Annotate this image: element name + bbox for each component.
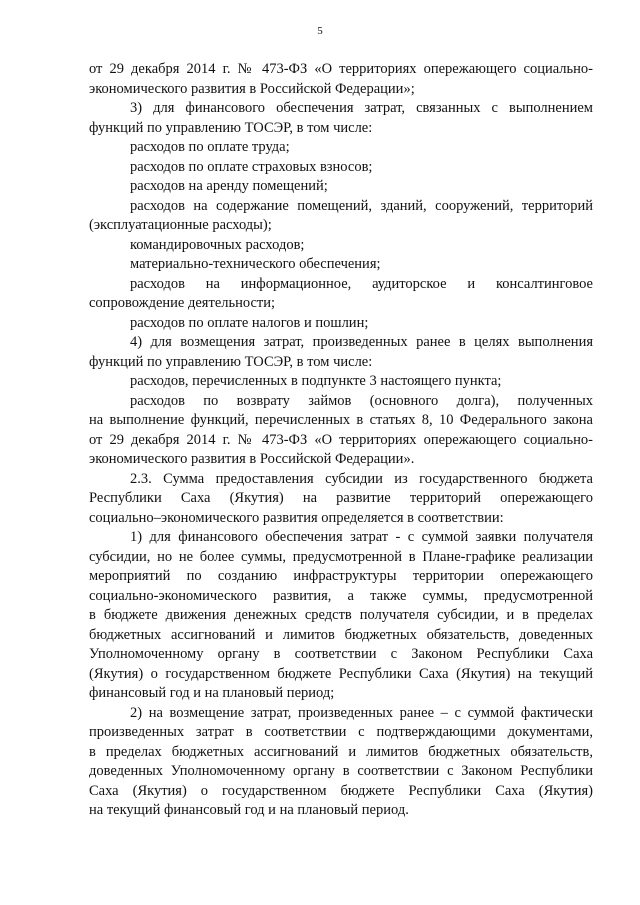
text-line: (Якутия) о государственном бюджете Республики Саха (Якутия) на текущий [89,665,593,682]
text-line: Саха (Якутия) о государственном бюджете Республики Саха (Якутия) [89,782,593,799]
text-line: в пределах бюджетных ассигнований и лимитов бюджетных обязательств, [89,743,593,760]
document-body [89,60,593,821]
text-line: произведенных затрат в соответствии с подтверждающими документами, [89,724,593,740]
page-number: 5 [317,25,323,37]
text-line: материально-технического обеспечения; [130,256,381,272]
text-line: расходов на аренду помещений; [130,178,328,194]
text-line: 2) на возмещение затрат, произведенных ранее – с суммой фактически [130,704,593,721]
text-line: экономического развития в Российской Федерации». [89,451,415,467]
text-line: функций по управлению ТОСЭР, в том числе: [89,119,373,136]
text-line: в бюджете движения денежных средств получателя субсидии, и в пределах [89,607,593,623]
text-line: расходов по оплате налогов и пошлин; [130,314,369,331]
text-line: 1) для финансового обеспечения затрат - с суммой заявки получателя [130,529,593,545]
text-line: Уполномоченному органу в соответствии с Законом Республики Саха [89,646,593,662]
text-line: экономического развития в Российской Федерации»; [89,80,415,97]
text-line: мероприятий по созданию инфраструктуры территории опережающего [89,568,593,584]
text-line: Республики Саха (Якутия) на развитие территорий опережающего [89,490,593,506]
text-line: социально-экономического развития, а также суммы, предусмотренной [89,587,593,604]
text-line: 4) для возмещения затрат, произведенных ранее в целях выполнения [130,334,593,350]
text-line: расходов на содержание помещений, зданий, сооружений, территорий [130,197,593,214]
text-line: расходов на информационное, аудиторское и консалтинговое [130,275,593,292]
text-line: социально–экономического развития определяется в соответствии: [89,509,504,526]
text-line: командировочных расходов; [130,236,305,253]
text-line: бюджетных ассигнований и лимитов бюджетных обязательств, доведенных [89,626,593,643]
text-line: (эксплуатационные расходы); [89,217,272,233]
text-line: 3) для финансового обеспечения затрат, связанных с выполнением [130,100,593,116]
text-line: субсидии, но не более суммы, предусмотренной в Плане-графике реализации [89,548,593,565]
text-line: расходов по оплате труда; [130,139,290,155]
text-line: расходов по возврату займов (основного долга), полученных [130,392,593,409]
text-line: 2.3. Сумма предоставления субсидии из государственного бюджета [130,470,593,487]
text-line: доведенных Уполномоченному органу в соответствии с Законом Республики [89,763,593,779]
text-line: от 29 декабря 2014 г. № 473-ФЗ «О территориях опережающего социально- [89,431,593,448]
text-line: финансовый год и на плановый период; [89,685,335,701]
text-line: функций по управлению ТОСЭР, в том числе: [89,353,373,370]
text-line: расходов, перечисленных в подпункте 3 настоящего пункта; [130,373,502,389]
text-line: на текущий финансовый год и на плановый период. [89,802,409,818]
text-line: сопровождение деятельности; [89,295,276,311]
text-line: на выполнение функций, перечисленных в статьях 8, 10 Федерального закона [89,412,593,428]
text-line: расходов по оплате страховых взносов; [130,158,373,175]
text-line: от 29 декабря 2014 г. № 473-ФЗ «О территориях опережающего социально- [89,61,593,77]
